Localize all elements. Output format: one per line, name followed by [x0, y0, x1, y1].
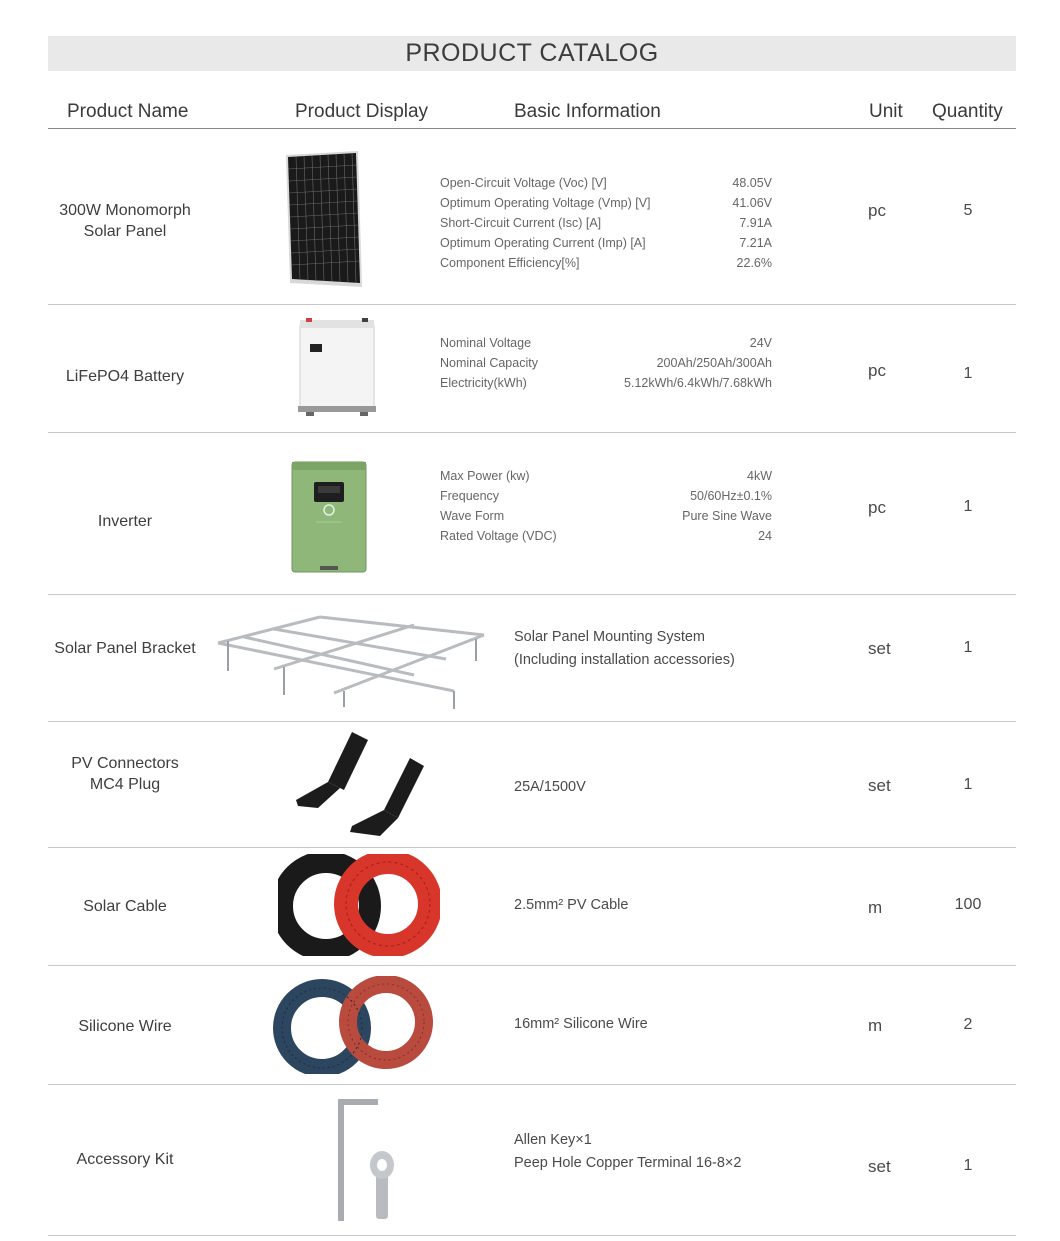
description: [514, 1129, 741, 1175]
spec-value: 22.6%: [736, 256, 772, 270]
spec-list: [440, 173, 772, 273]
description-line: Solar Panel Mounting System: [514, 629, 706, 645]
spec-line: [440, 373, 772, 393]
product-name: [48, 511, 202, 532]
table-row: [48, 722, 1016, 848]
product-name-line: LiFePO4 Battery: [65, 368, 185, 385]
spec-label: Nominal Capacity: [440, 356, 538, 370]
spec-value: Pure Sine Wave: [682, 509, 772, 523]
spec-line: [440, 193, 772, 213]
spec-label: Nominal Voltage: [440, 336, 532, 350]
description: [514, 894, 628, 917]
quantity-value: 1: [963, 776, 973, 793]
product-name-line: Silicone Wire: [78, 1018, 172, 1035]
spec-label: Electricity(kWh): [440, 376, 527, 390]
spec-line: [440, 253, 772, 273]
spec-label: Rated Voltage (VDC): [440, 529, 557, 543]
product-name-line: PV Connectors: [71, 755, 179, 772]
description: [514, 626, 735, 672]
table-row: [48, 433, 1016, 595]
quantity-value: 5: [963, 202, 973, 219]
table-row: [48, 848, 1016, 966]
product-name-line: MC4 Plug: [89, 776, 161, 793]
unit-value: pc: [868, 498, 886, 517]
description-line: 25A/1500V: [514, 779, 586, 795]
header-product-display: Product Display: [295, 101, 429, 122]
spec-value: 7.21A: [739, 236, 772, 250]
product-name: [48, 366, 202, 387]
silicone-wire-icon: [272, 976, 442, 1074]
spec-value: 5.12kWh/6.4kWh/7.68kWh: [624, 376, 772, 390]
product-name-line: Accessory Kit: [76, 1151, 174, 1168]
spec-label: Open-Circuit Voltage (Voc) [V]: [440, 176, 607, 190]
quantity-value: 2: [963, 1016, 973, 1033]
spec-value: 200Ah/250Ah/300Ah: [656, 356, 772, 370]
spec-label: Optimum Operating Voltage (Vmp) [V]: [440, 196, 651, 210]
spec-list: [440, 333, 772, 393]
product-name-line: Solar Cable: [83, 898, 167, 915]
table-row: [48, 966, 1016, 1085]
quantity-value: 1: [963, 365, 973, 382]
spec-line: [440, 213, 772, 233]
spec-line: [440, 173, 772, 193]
unit-value: m: [868, 898, 883, 917]
row-divider: [48, 1235, 1016, 1236]
product-name: [48, 1149, 202, 1170]
inverter-icon: [290, 458, 368, 574]
solar-panel-icon: [280, 149, 366, 289]
table-row: [48, 595, 1016, 722]
spec-value: 50/60Hz±0.1%: [690, 489, 772, 503]
header-quantity: Quantity: [932, 101, 1003, 122]
spec-value: 41.06V: [732, 196, 772, 210]
spec-value: 48.05V: [732, 176, 772, 190]
spec-label: Wave Form: [440, 509, 505, 523]
spec-line: [440, 466, 772, 486]
table-row: [48, 305, 1016, 433]
table-row: [48, 1085, 1016, 1236]
bracket-icon: [214, 611, 494, 711]
spec-value: 24: [758, 529, 772, 543]
mc4-connector-icon: [292, 728, 426, 840]
spec-line: [440, 486, 772, 506]
description-line: (Including installation accessories): [514, 652, 735, 668]
description: [514, 776, 586, 799]
page-title: PRODUCT CATALOG: [48, 36, 1016, 71]
description-line: 16mm² Silicone Wire: [514, 1016, 648, 1032]
description-line: Allen Key×1: [514, 1132, 592, 1148]
battery-icon: [296, 318, 378, 416]
quantity-value: 1: [963, 1157, 973, 1174]
header-product-name: Product Name: [67, 101, 189, 122]
unit-value: pc: [868, 361, 886, 380]
unit-value: pc: [868, 201, 886, 220]
spec-list: [440, 466, 772, 546]
unit-value: set: [868, 639, 891, 658]
spec-label: Max Power (kw): [440, 469, 530, 483]
spec-line: [440, 333, 772, 353]
header-basic-information: Basic Information: [514, 101, 661, 122]
description-line: Peep Hole Copper Terminal 16-8×2: [514, 1155, 742, 1171]
header-unit: Unit: [869, 101, 903, 122]
product-name-line: 300W Monomorph: [59, 202, 191, 219]
spec-label: Frequency: [440, 489, 500, 503]
spec-line: [440, 506, 772, 526]
spec-label: Short-Circuit Current (Isc) [A]: [440, 216, 602, 230]
quantity-value: 1: [963, 498, 973, 515]
product-name: [48, 200, 202, 242]
product-name-line: Solar Panel Bracket: [54, 640, 196, 657]
description-line: 2.5mm² PV Cable: [514, 897, 629, 913]
spec-value: 7.91A: [739, 216, 772, 230]
description: [514, 1013, 648, 1036]
spec-value: 4kW: [747, 469, 772, 483]
quantity-value: 100: [954, 896, 982, 913]
quantity-value: 1: [963, 639, 973, 656]
accessory-kit-icon: [330, 1095, 396, 1225]
spec-line: [440, 526, 772, 546]
spec-line: [440, 233, 772, 253]
product-name: [48, 753, 202, 795]
product-name: [48, 896, 202, 917]
table-row: [48, 129, 1016, 305]
product-name-line: Solar Panel: [83, 223, 167, 240]
product-name-line: Inverter: [97, 513, 153, 530]
unit-value: set: [868, 1157, 891, 1176]
spec-label: Component Efficiency[%]: [440, 256, 580, 270]
cable-coil-icon: [278, 854, 440, 956]
spec-line: [440, 353, 772, 373]
unit-value: m: [868, 1016, 883, 1035]
spec-value: 24V: [749, 336, 772, 350]
product-name: [48, 1016, 202, 1037]
product-name: [48, 638, 202, 659]
spec-label: Optimum Operating Current (Imp) [A]: [440, 236, 646, 250]
unit-value: set: [868, 776, 891, 795]
